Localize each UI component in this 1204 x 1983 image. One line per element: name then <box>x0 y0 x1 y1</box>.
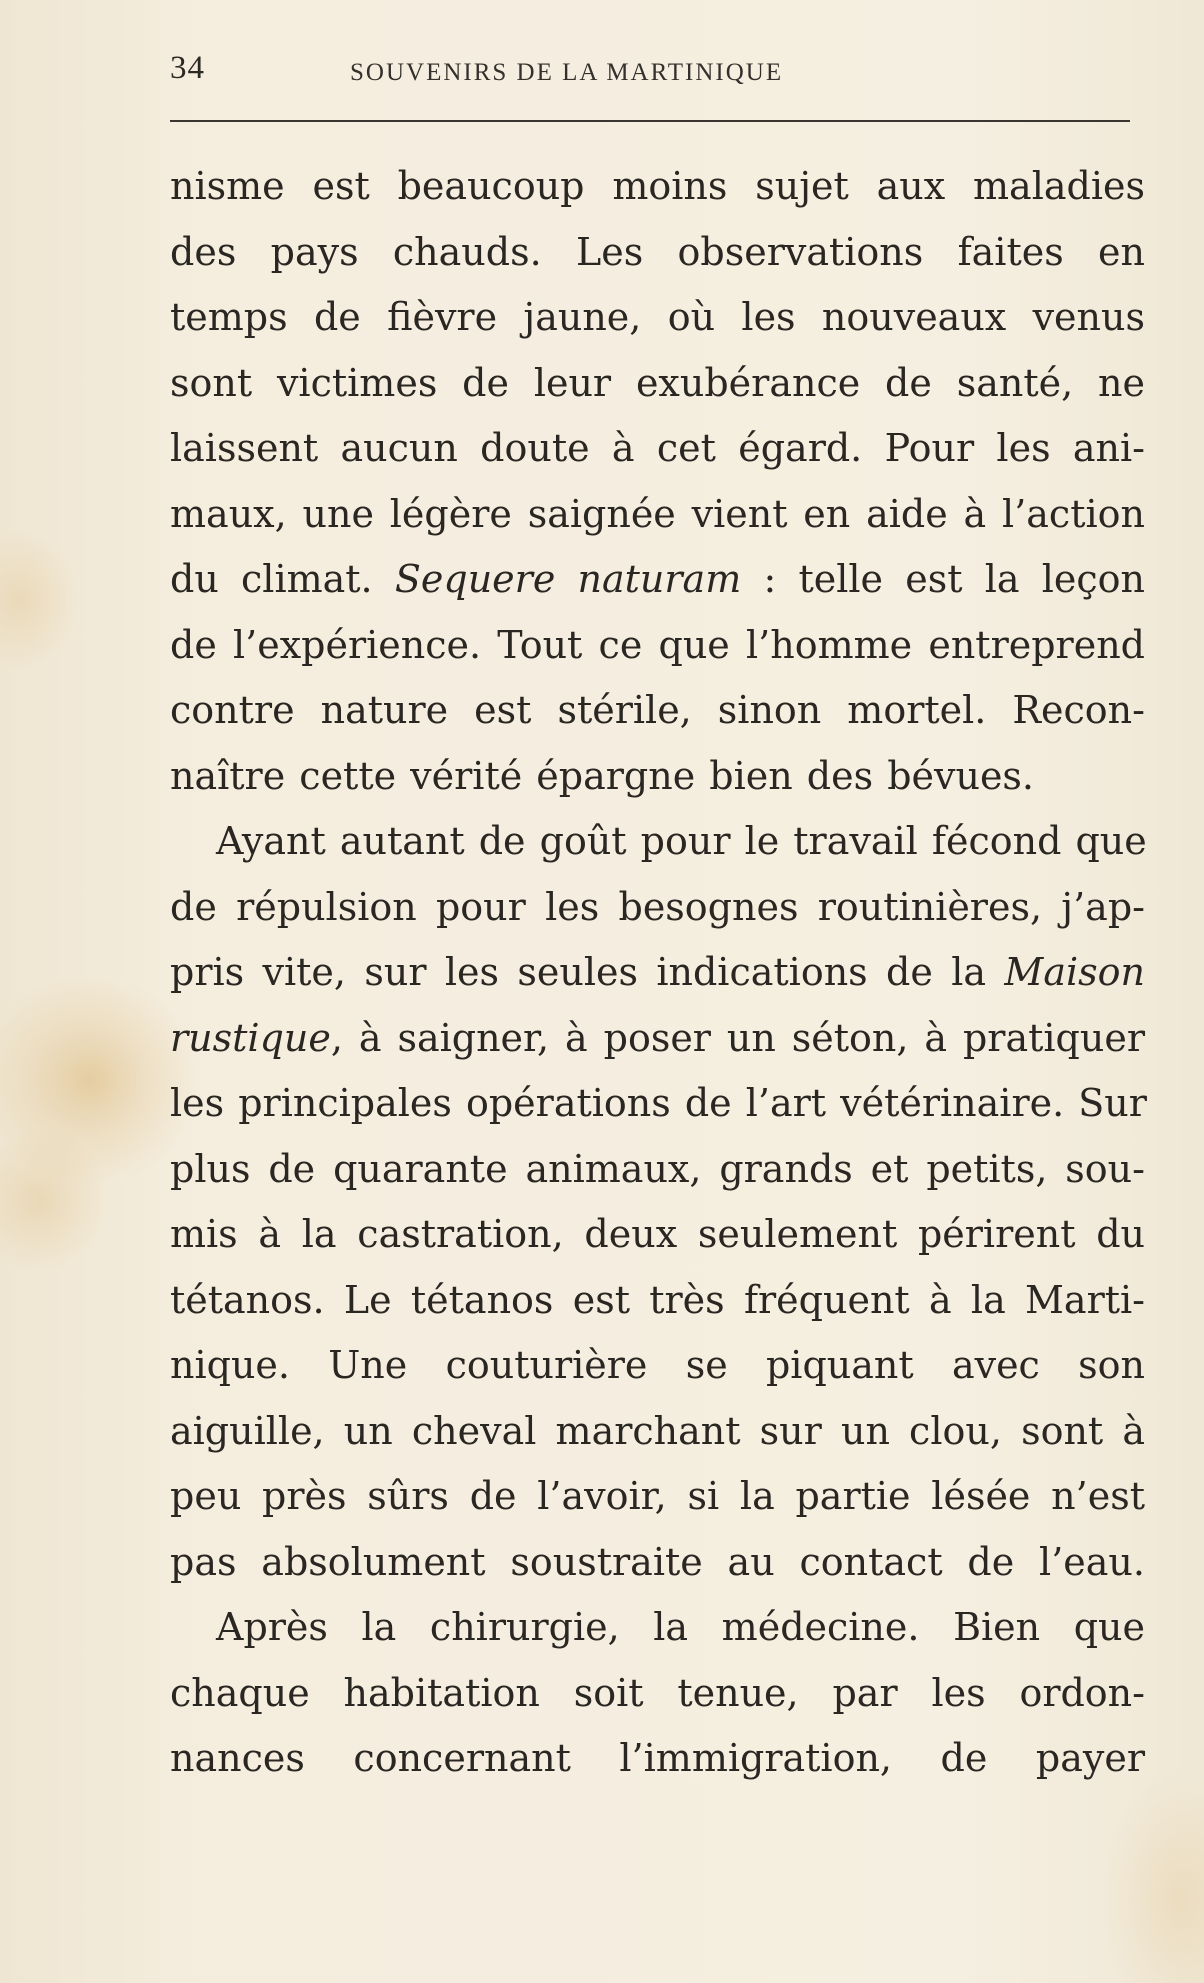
text-line: plus de quarante animaux, grands et petits, sou- <box>170 1146 1145 1191</box>
text-line: les principales opérations de l’art vétérinaire. Sur <box>170 1081 1147 1125</box>
text-line: contre nature est stérile, sinon mortel. Recon- <box>170 688 1145 732</box>
text-line: temps de fièvre jaune, où les nouveaux venus <box>170 295 1145 339</box>
text-line: tétanos. Le tétanos est très fréquent à la Marti- <box>170 1277 1145 1322</box>
text-line: pas absolument soustraite au contact de l’eau. <box>170 1539 1145 1584</box>
text-line: aiguille, un cheval marchant sur un clou, sont à <box>170 1408 1145 1453</box>
body-text <box>170 154 1145 1792</box>
latin-phrase: Sequere naturam <box>394 557 742 601</box>
book-title-italic: Maison <box>1004 950 1145 994</box>
text-line: de l’expérience. Tout ce que l’homme entreprend <box>170 622 1145 667</box>
running-title: SOUVENIRS DE LA MARTINIQUE <box>350 59 784 86</box>
text-line: nances concernant l’immigration, de payer <box>170 1736 1145 1780</box>
text-line: nisme est beaucoup moins sujet aux maladies <box>170 164 1145 208</box>
text-line: peu près sûrs de l’avoir, si la partie lésée n’est <box>170 1474 1145 1518</box>
text-line: des pays chauds. Les observations faites en <box>170 229 1145 274</box>
text-line: du climat. Sequere naturam : telle est la leçon <box>170 557 1145 601</box>
header-rule <box>170 120 1130 122</box>
paragraph-start-line: Après la chirurgie, la médecine. Bien que <box>216 1605 1145 1649</box>
book-title-italic: rustique <box>170 1015 331 1060</box>
text-line: mis à la castration, deux seulement périrent du <box>170 1212 1145 1256</box>
running-head <box>170 50 1130 90</box>
text-line: sont victimes de leur exubérance de santé, ne <box>170 360 1145 405</box>
text-line: chaque habitation soit tenue, par les ordon- <box>170 1670 1145 1715</box>
text-line: rustique, à saigner, à poser un séton, à pratiquer <box>170 1015 1145 1060</box>
text-line: laissent aucun doute à cet égard. Pour les ani- <box>170 426 1145 470</box>
page-number: 34 <box>170 50 205 86</box>
text-line: nique. Une couturière se piquant avec son <box>170 1343 1145 1387</box>
text-line: maux, une légère saignée vient en aide à l’action <box>170 491 1145 536</box>
paragraph-end-line: naître cette vérité épargne bien des bévues. <box>170 753 1035 798</box>
paragraph-start-line: Ayant autant de goût pour le travail fécond que <box>216 819 1147 863</box>
text-line: de répulsion pour les besognes routinières, j’ap- <box>170 884 1145 929</box>
text-line: pris vite, sur les seules indications de la Maison <box>170 950 1145 994</box>
